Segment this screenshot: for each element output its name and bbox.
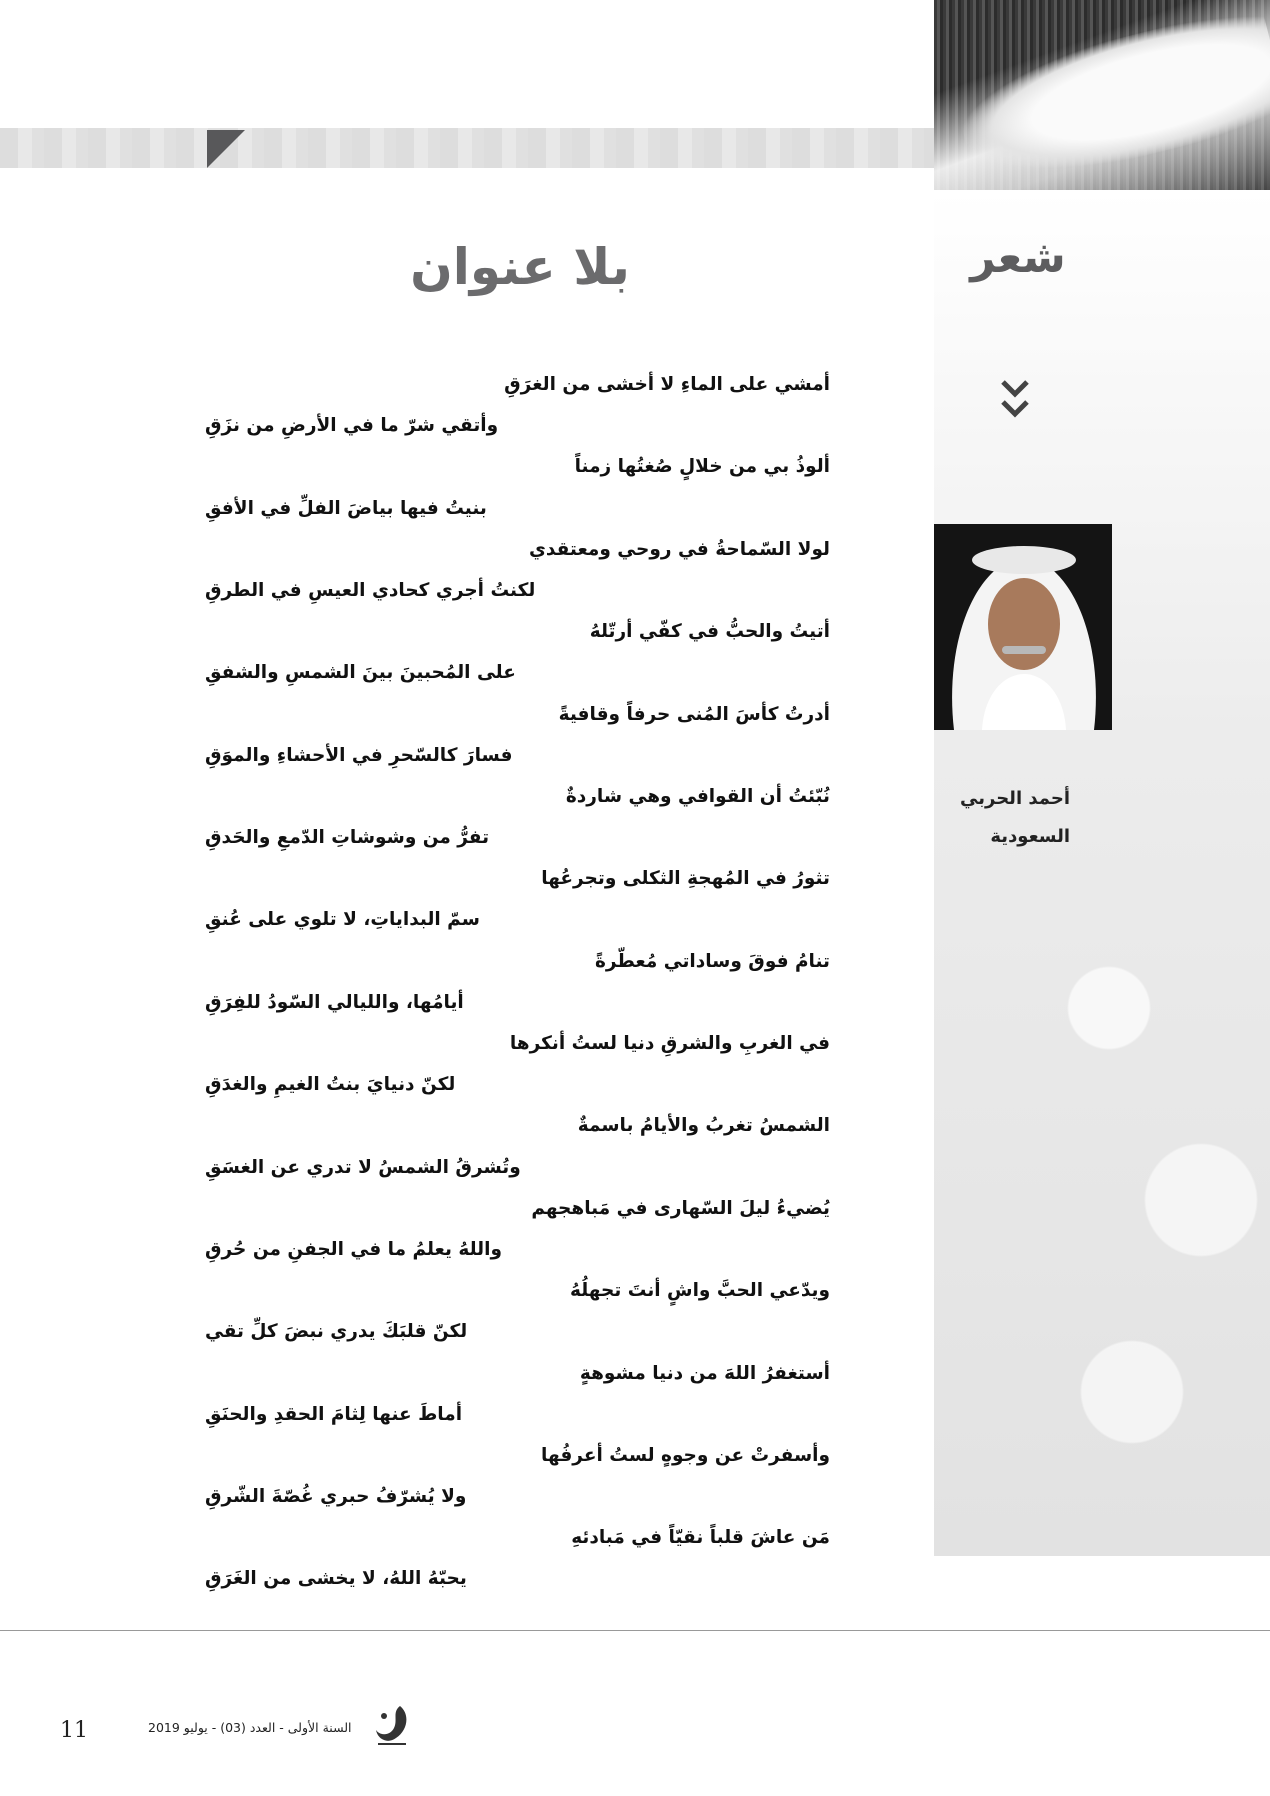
poem-line: فسارَ كالسّحرِ في الأحشاءِ والموَقِ <box>205 744 513 766</box>
poem-line: أماطَ عنها لِثامَ الحقدِ والحنَقِ <box>205 1403 463 1425</box>
poem-line: واللهُ يعلمُ ما في الجفنِ من حُرقِ <box>205 1238 502 1260</box>
poem-line: تنامُ فوقَ وساداتي مُعطّرةً <box>594 950 830 972</box>
poem-line: لكنّ قلبَكَ يدري نبضَ كلِّ تقي <box>205 1321 468 1343</box>
footer-divider <box>0 1630 1270 1631</box>
poem-line: لكنتُ أجري كحادي العيسِ في الطرقِ <box>205 579 536 601</box>
poem-line: لكنّ دنيايَ بنتُ الغيمِ والغدَقِ <box>205 1074 456 1096</box>
poem-line: مَن عاشَ قلباً نقيّاً في مَبادئهِ <box>571 1527 830 1549</box>
poem-line: ويدّعي الحبَّ واشٍ أنتَ تجهلُهُ <box>570 1280 830 1302</box>
author-name: أحمد الحربي <box>960 788 1070 809</box>
poem-line: أدرتُ كأسَ المُنى حرفاً وقافيةً <box>558 703 830 725</box>
poem-line: لولا السّماحةُ في روحي ومعتقدي <box>528 538 830 560</box>
poem-line: بنيتُ فيها بياضَ الفلِّ في الأفقِ <box>205 497 487 519</box>
poem-line: على المُحبينَ بينَ الشمسِ والشفقِ <box>205 662 516 684</box>
poem-line: وأتقي شرّ ما في الأرضِ من نزَقِ <box>205 415 499 437</box>
author-photo <box>934 524 1112 730</box>
poem-line: أمشي على الماءِ لا أخشى من الغرَقِ <box>504 374 830 395</box>
chevron-down-icon <box>1000 378 1030 422</box>
poem-line: في الغربِ والشرقِ دنيا لستُ أنكرها <box>509 1033 830 1054</box>
band-triangle-marker <box>207 130 245 168</box>
poem-line: وأسفرتْ عن وجوهٍ لستُ أعرفُها <box>541 1444 830 1466</box>
author-country: السعودية <box>990 826 1070 847</box>
poem-line: وتُشرقُ الشمسُ لا تدري عن الغسَقِ <box>205 1156 521 1178</box>
poem-line: أتيتُ والحبُّ في كفّي أرتّلهُ <box>589 621 830 643</box>
author-portrait-icon <box>934 524 1112 730</box>
calligraphy-watermark <box>1040 880 1270 1520</box>
poem-line: الشمسُ تغربُ والأيامُ باسمةٌ <box>577 1115 830 1137</box>
decorative-calligraphy-band <box>0 128 934 168</box>
poem-line: سمّ البداياتِ، لا تلوي على عُنقِ <box>205 909 480 931</box>
poem-line: أيامُها، والليالي السّودُ للفِرَقِ <box>205 991 464 1013</box>
poem-line: ألوذُ بي من خلالٍ صُغتُها زمناً <box>574 456 830 478</box>
poem-line: يحبّهُ اللهُ، لا يخشى من الغَرَقِ <box>205 1568 467 1590</box>
poem-line: تفرُّ من وشوشاتِ الدّمعِ والحَدقِ <box>205 827 490 849</box>
issue-info: السنة الأولى - العدد (03) - يوليو 2019 <box>148 1720 352 1735</box>
section-label: شعر <box>970 232 1066 283</box>
poem-line: أستغفرُ اللهَ من دنيا مشوهةٍ <box>579 1362 830 1384</box>
poem-title: بلا عنوان <box>410 238 630 296</box>
poem-line: يُضيءُ ليلَ السّهارى في مَباهجهم <box>531 1197 830 1219</box>
poem-line: ولا يُشرّفُ حبري غُصّةَ الشّرقِ <box>205 1486 467 1508</box>
poem-body <box>205 364 830 1600</box>
poem-line: تثورُ في المُهجةِ الثكلى وتجرعُها <box>541 868 830 890</box>
poem-line: نُبّئتُ أن القوافي وهي شاردةٌ <box>565 785 830 807</box>
page-number: 11 <box>60 1718 88 1743</box>
magazine-logo-icon <box>370 1700 414 1748</box>
